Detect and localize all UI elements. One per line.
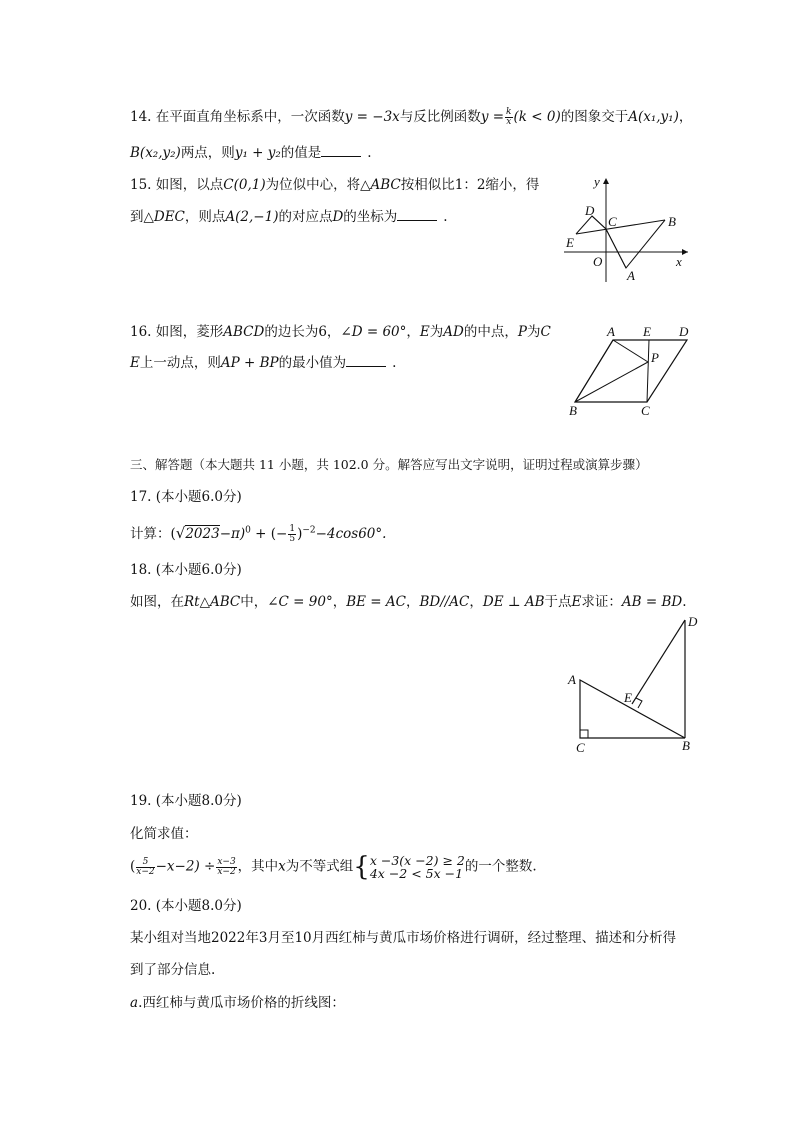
left-brace: {: [353, 852, 370, 883]
q15-math: △DEC: [143, 209, 185, 225]
label-e: E: [566, 235, 574, 250]
q18-math: AB = BD: [621, 594, 683, 610]
q18-math: ∠C = 90°: [267, 594, 333, 610]
q17-body: [130, 524, 386, 544]
segment-ca: [606, 229, 626, 268]
q17-math: −4cos60°.: [315, 526, 387, 542]
q19-head: 19. (本小题8.0分): [130, 793, 242, 809]
answer-blank[interactable]: [321, 146, 361, 157]
q16-math: AD: [443, 324, 464, 340]
q14-text: 14. 在平面直角坐标系中，一次函数: [130, 109, 345, 125]
q15-text: 到: [130, 209, 144, 225]
q16-math: ∠D = 60°: [340, 324, 407, 340]
q18-text: 于点: [544, 594, 572, 610]
q14-line2: [130, 145, 372, 161]
right-angle-c: [580, 730, 588, 738]
q16-text: 为: [429, 324, 444, 340]
q17-text: ): [297, 526, 303, 542]
q15-line2: [130, 209, 448, 225]
q18-math: BE = AC: [346, 594, 406, 610]
q16-text: 16. 如图，菱形: [130, 324, 224, 340]
q15-math: A(2,−1): [225, 209, 279, 225]
label-a: A: [607, 324, 615, 339]
q18-math: BD//AC: [419, 594, 470, 610]
q19-sub: 化简求值：: [130, 826, 198, 842]
q14-math: A(x₁,y₁): [628, 109, 679, 125]
q14-math: y = −3x: [344, 109, 400, 125]
q14-math: y₁ + y₂: [234, 145, 281, 161]
q18-text: 中，: [240, 594, 268, 610]
label-c: C: [608, 214, 617, 229]
q15-text: ，则点: [184, 209, 226, 225]
label-p: P: [651, 350, 659, 365]
line-eb: [576, 220, 665, 234]
q19-text: 的一个整数.: [464, 858, 537, 875]
q16-text: 上一动点，则: [139, 355, 221, 371]
q16-math: ABCD: [223, 324, 265, 340]
q14-math: (k < 0): [513, 109, 561, 125]
q18-head: 18. (本小题6.0分): [130, 562, 242, 578]
exponent-neg2: −2: [302, 525, 316, 536]
label-b: B: [569, 403, 577, 418]
inequality-system: x −3(x −2) ≥ 2 4x −2 < 5x −1: [369, 853, 465, 882]
q16-text: .: [392, 355, 397, 371]
q14-text: ，: [678, 109, 693, 125]
q14-text: 两点，则: [180, 145, 235, 161]
q16-text: 的中点，: [463, 324, 518, 340]
q14-math: y =: [480, 109, 505, 125]
answer-blank[interactable]: [397, 210, 437, 221]
q16-line2: [130, 355, 396, 371]
label-a: A: [627, 268, 635, 283]
q15-text: 为位似中心，将: [265, 177, 361, 193]
label-x: x: [676, 254, 682, 269]
q14-text: 的图象交于: [560, 109, 629, 125]
q15-text: 的对应点: [278, 209, 333, 225]
q15-text: 按相似比1：2缩小，得: [400, 177, 540, 193]
q16-text: ，: [406, 324, 420, 340]
label-c: C: [576, 740, 585, 755]
q17-fraction: $\frac{1}{5}$: [289, 524, 296, 544]
q16-text: 的最小值为: [278, 355, 347, 371]
q20-item-text: .西红柿与黄瓜市场价格的折线图：: [138, 995, 345, 1011]
label-e: E: [643, 324, 651, 339]
q18-math: Rt△ABC: [184, 594, 241, 610]
label-e: E: [624, 690, 632, 705]
segment-ab: [575, 340, 613, 402]
q19-fraction-1: $\frac{5}{x-2}$: [136, 856, 155, 877]
q15-math: D: [332, 209, 344, 225]
q18-text: ，: [332, 594, 347, 610]
q19-text: (: [130, 858, 136, 875]
label-d: D: [679, 324, 689, 339]
q19-text: 为不等式组: [285, 858, 354, 875]
q18-text: ，: [469, 594, 483, 610]
segment-de: [632, 620, 685, 704]
q20-item-letter: a: [130, 995, 139, 1011]
q16-rhombus-figure: [565, 322, 700, 418]
q17-text: + (−: [250, 526, 288, 542]
q16-math: P: [517, 324, 527, 340]
q15-coordinate-figure: [560, 172, 700, 287]
q14-fraction: $\frac{k}{x}$: [506, 107, 512, 127]
q14-math: B(x₂,y₂): [130, 145, 181, 161]
triangle-abc: [592, 216, 665, 268]
q16-math: E: [419, 324, 430, 340]
q20-body-2: 到了部分信息.: [130, 962, 216, 978]
segment-ce: [647, 340, 649, 402]
section-title: 三、解答题（本大题共 11 小题，共 102.0 分。解答应写出文字说明，证明过程或演算步骤）: [130, 457, 648, 472]
q18-body: [130, 594, 686, 610]
sqrt-sign: √: [175, 524, 186, 542]
q19-math: x: [278, 858, 286, 875]
q17-head: 17. (本小题6.0分): [130, 489, 242, 505]
q15-text: .: [443, 209, 448, 225]
q16-math: AP + BP: [220, 355, 279, 371]
answer-blank[interactable]: [346, 356, 386, 367]
q18-text: 求证：: [581, 594, 622, 610]
q19-text: ，其中: [237, 858, 279, 875]
q15-text: 15. 如图，以点: [130, 177, 224, 193]
label-c: C: [641, 403, 650, 418]
segment-bp: [575, 362, 648, 402]
q18-math: DE ⊥ AB: [482, 594, 545, 610]
q18-math: E: [571, 594, 582, 610]
q20-item-a: [130, 995, 345, 1011]
q16-math: E: [130, 355, 140, 371]
q17-math: −π): [219, 526, 246, 542]
q16-line1: [130, 324, 551, 340]
sqrt-argument: 2023: [185, 526, 220, 542]
label-d: D: [688, 614, 698, 629]
segment-ap: [613, 340, 648, 362]
q15-math: △ABC: [360, 177, 401, 193]
q20-head: 20. (本小题8.0分): [130, 898, 242, 914]
y-axis-arrow: [603, 178, 609, 184]
q19-expression: [130, 852, 537, 883]
q16-text: 为: [526, 324, 541, 340]
x-axis-arrow: [682, 249, 688, 255]
exponent-0: 0: [245, 525, 251, 536]
q15-line1: [130, 177, 539, 193]
q16-math: C: [540, 324, 551, 340]
right-angle-e: [636, 698, 642, 708]
q18-text: ，: [405, 594, 420, 610]
q14-text: .: [367, 145, 372, 161]
label-a: A: [568, 672, 576, 687]
q18-text: 如图，在: [130, 594, 184, 610]
q15-math: C(0,1): [223, 177, 266, 193]
label-o: O: [593, 254, 603, 269]
q19-math: −x−2) ÷: [155, 858, 216, 875]
q20-body-1: 某小组对当地2022年3月至10月西红柿与黄瓜市场价格进行调研，经过整理、描述和分析得: [130, 930, 677, 946]
q14-text: 的值是: [280, 145, 322, 161]
label-d: D: [585, 203, 595, 218]
label-b: B: [682, 738, 690, 753]
q17-text: 计算：(: [130, 526, 176, 542]
q18-text: .: [682, 594, 687, 610]
q14-text: 与反比例函数: [399, 109, 481, 125]
label-y: y: [594, 174, 600, 189]
q15-text: 的坐标为: [343, 209, 398, 225]
q18-triangle-figure: [560, 610, 710, 760]
q14-line1: [130, 108, 692, 127]
q19-fraction-2: $\frac{x-3}{x-2}$: [217, 856, 236, 877]
triangle-abc: [580, 680, 685, 738]
q16-text: 的边长为6，: [264, 324, 341, 340]
label-b: B: [668, 214, 676, 229]
